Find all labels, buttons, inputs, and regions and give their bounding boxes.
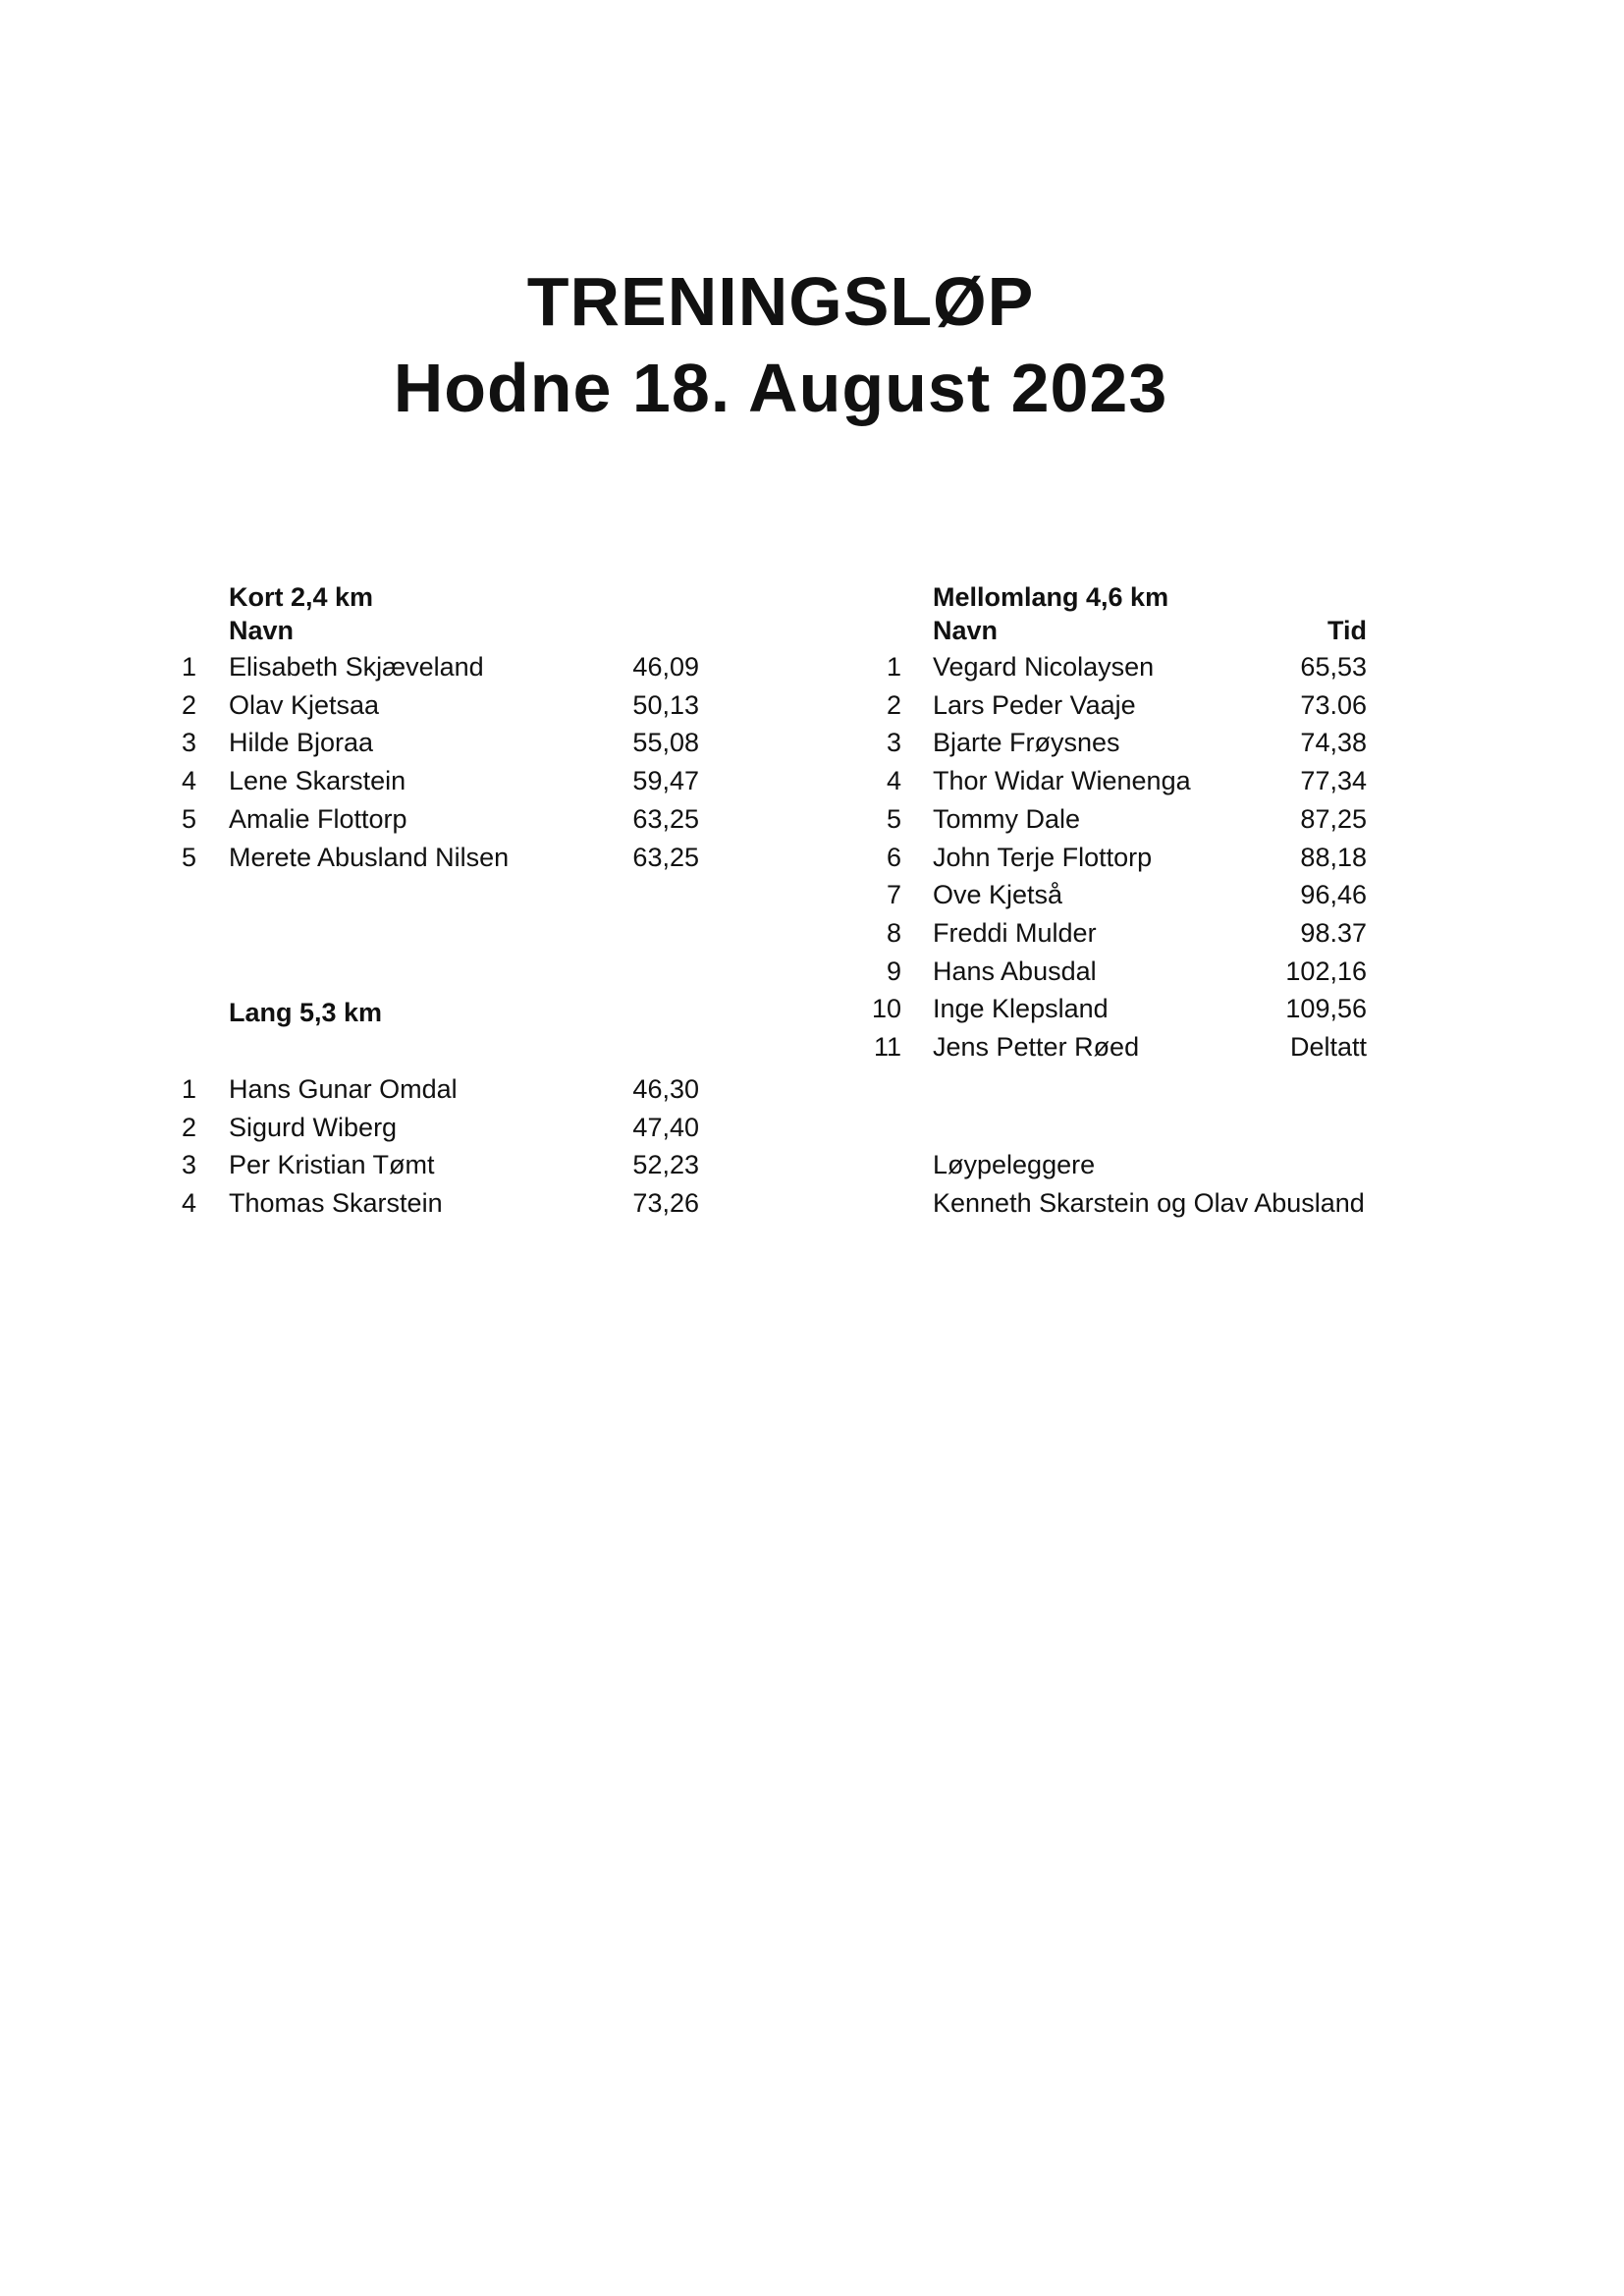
page-title: TRENINGSLØP (526, 263, 1035, 340)
kort-heading: Kort 2,4 km (229, 582, 374, 612)
result-place: 4 (886, 766, 901, 796)
result-name: Lene Skarstein (229, 766, 406, 796)
result-place: 3 (886, 728, 901, 758)
result-name: Hans Abusdal (933, 956, 1097, 986)
result-time: 59,47 (632, 766, 699, 796)
result-name: Merete Abusland Nilsen (229, 842, 510, 872)
result-name: Ove Kjetså (933, 880, 1063, 910)
course-setters-label: Løypeleggere (933, 1150, 1096, 1179)
result-name: Hilde Bjoraa (229, 728, 374, 758)
result-time: 73,26 (632, 1188, 699, 1219)
result-place: 3 (181, 728, 196, 758)
result-time: 87,25 (1300, 803, 1367, 834)
result-name: Inge Klepsland (933, 994, 1109, 1024)
result-name: Amalie Flottorp (229, 803, 407, 834)
result-time: 88,18 (1300, 842, 1367, 872)
result-time: 65,53 (1300, 652, 1367, 682)
result-place: 1 (886, 652, 901, 682)
result-name: Bjarte Frøysnes (933, 728, 1120, 758)
result-name: Hans Gunar Omdal (229, 1074, 458, 1104)
result-name: John Terje Flottorp (933, 842, 1153, 872)
result-row (0, 876, 1624, 913)
result-name: Vegard Nicolaysen (933, 652, 1155, 682)
result-row (0, 1184, 1624, 1222)
result-place: 1 (181, 652, 196, 682)
result-time: 50,13 (632, 689, 699, 720)
result-place: 4 (181, 1188, 196, 1219)
result-name: Olav Kjetsaa (229, 689, 380, 720)
result-name: Per Kristian Tømt (229, 1150, 435, 1180)
result-time: 77,34 (1300, 766, 1367, 796)
result-place: 4 (181, 766, 196, 796)
result-row (0, 1146, 1624, 1183)
result-place: 5 (181, 842, 196, 872)
result-place: 5 (181, 803, 196, 834)
result-row (0, 686, 1624, 724)
mellomlang-name-column-header: Navn (933, 616, 999, 645)
result-place: 2 (181, 1112, 196, 1142)
course-setters-names: Kenneth Skarstein og Olav Abusland (933, 1188, 1365, 1218)
result-row (0, 1070, 1624, 1108)
result-place: 10 (871, 994, 901, 1024)
result-time: 109,56 (1285, 994, 1367, 1024)
result-name: Thor Widar Wienenga (933, 766, 1191, 796)
lang-heading: Lang 5,3 km (229, 998, 383, 1027)
result-row (0, 648, 1624, 685)
result-name: Tommy Dale (933, 803, 1081, 834)
result-row (0, 839, 1624, 876)
result-row (0, 724, 1624, 761)
result-name: Elisabeth Skjæveland (229, 652, 484, 682)
result-time: 98.37 (1300, 917, 1367, 948)
result-time: 96,46 (1300, 880, 1367, 910)
result-time: 47,40 (632, 1112, 699, 1142)
result-name: Jens Petter Røed (933, 1032, 1140, 1062)
page-subtitle: Hodne 18. August 2023 (393, 350, 1168, 426)
result-place: 3 (181, 1150, 196, 1180)
result-time: 63,25 (632, 803, 699, 834)
result-time: 73.06 (1300, 689, 1367, 720)
result-place: 7 (886, 880, 901, 910)
mellomlang-heading: Mellomlang 4,6 km (933, 582, 1169, 612)
result-row (0, 914, 1624, 952)
result-name: Thomas Skarstein (229, 1188, 443, 1219)
result-row (0, 1109, 1624, 1146)
result-row (0, 990, 1624, 1027)
result-time: 102,16 (1285, 956, 1367, 986)
result-time: 46,09 (632, 652, 699, 682)
result-place: 6 (886, 842, 901, 872)
result-place: 11 (873, 1032, 901, 1062)
result-row (0, 953, 1624, 990)
result-row (0, 800, 1624, 838)
result-place: 1 (181, 1074, 196, 1104)
result-row (0, 1028, 1624, 1066)
result-time: 55,08 (632, 728, 699, 758)
result-place: 5 (886, 803, 901, 834)
result-place: 2 (886, 689, 901, 720)
result-time: 63,25 (632, 842, 699, 872)
result-row (0, 762, 1624, 799)
result-place: 2 (181, 689, 196, 720)
result-time: 46,30 (632, 1074, 699, 1104)
result-time: 52,23 (632, 1150, 699, 1180)
result-time: Deltatt (1289, 1032, 1367, 1062)
result-time: 74,38 (1300, 728, 1367, 758)
mellomlang-time-column-header: Tid (1327, 616, 1367, 645)
result-name: Freddi Mulder (933, 917, 1097, 948)
result-name: Sigurd Wiberg (229, 1112, 398, 1142)
result-place: 8 (886, 917, 901, 948)
result-place: 9 (886, 956, 901, 986)
kort-name-column-header: Navn (229, 616, 295, 645)
result-name: Lars Peder Vaaje (933, 689, 1136, 720)
